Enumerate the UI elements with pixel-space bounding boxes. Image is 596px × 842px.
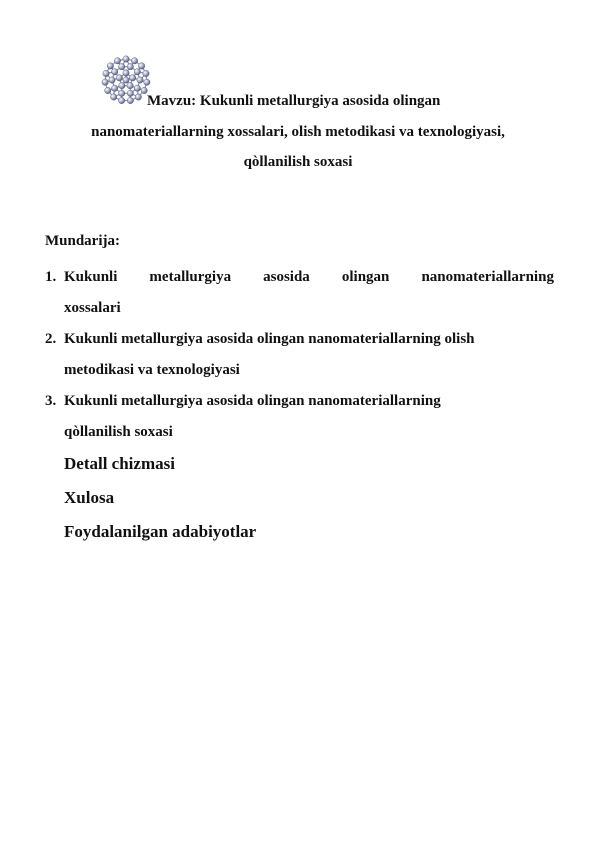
molecule-atom — [134, 85, 140, 91]
molecule-atom — [144, 79, 150, 85]
molecule-atom — [143, 70, 149, 76]
contents-item-word: Kukunli — [64, 269, 118, 285]
contents-item-line: metodikasi va texnologiyasi — [64, 362, 240, 378]
molecule-atom — [119, 82, 125, 88]
contents-item-line — [64, 268, 554, 286]
contents-item-number: 3. — [45, 393, 57, 409]
contents-item-number: 2. — [45, 331, 57, 347]
contents-item-drawing: Detall chizmasi — [64, 454, 175, 473]
title-line-2: nanomateriallarning xossalari, olish metodikasi va texnologiyasi, — [91, 124, 505, 140]
molecule-atom — [107, 63, 113, 69]
molecule-atom — [114, 58, 120, 64]
molecule-atom — [102, 79, 108, 85]
molecule-atom — [118, 90, 124, 96]
molecule-atom — [138, 63, 144, 69]
fullerene-molecule-icon — [100, 54, 152, 106]
molecule-atom — [123, 70, 129, 76]
contents-item-word: metallurgiya — [149, 269, 232, 285]
contents-heading: Mundarija: — [45, 233, 120, 249]
contents-item-word: nanomateriallarning — [421, 269, 554, 285]
molecule-atom — [118, 97, 124, 103]
molecule-atom — [127, 82, 133, 88]
molecule-atom — [127, 90, 133, 96]
molecule-atom — [116, 75, 122, 81]
molecule-atom — [103, 70, 109, 76]
molecule-atom — [118, 63, 124, 69]
molecule-atom — [134, 69, 140, 75]
contents-item-line: Kukunli metallurgiya asosida olingan nanomateriallarning olish — [64, 331, 475, 347]
contents-item-line: Kukunli metallurgiya asosida olingan nanomateriallarning — [64, 393, 441, 409]
molecule-atom — [127, 97, 133, 103]
molecule-atom — [111, 69, 117, 75]
contents-item-line: qòllanilish soxasi — [64, 424, 173, 440]
title-line-1: Mavzu: Kukunli metallurgiya asosida olingan — [147, 93, 441, 109]
molecule-atom — [127, 63, 133, 69]
contents-item-references: Foydalanilgan adabiyotlar — [64, 522, 257, 541]
molecule-atom — [123, 56, 129, 62]
molecule-atom — [110, 94, 116, 100]
molecule-atom — [109, 77, 115, 83]
molecule-atom — [129, 75, 135, 81]
molecule-atom — [135, 94, 141, 100]
contents-item-word: asosida — [263, 269, 310, 285]
contents-item-word: olingan — [341, 269, 390, 285]
contents-item-number: 1. — [45, 269, 57, 285]
molecule-atom — [131, 58, 137, 64]
molecule-atom — [111, 85, 117, 91]
molecule-atom — [105, 87, 111, 93]
contents-item-line: xossalari — [64, 300, 121, 316]
contents-item-conclusion: Xulosa — [64, 488, 115, 507]
molecule-atom — [137, 77, 143, 83]
title-line-3: qòllanilish soxasi — [243, 154, 353, 170]
molecule-atom — [123, 77, 129, 83]
